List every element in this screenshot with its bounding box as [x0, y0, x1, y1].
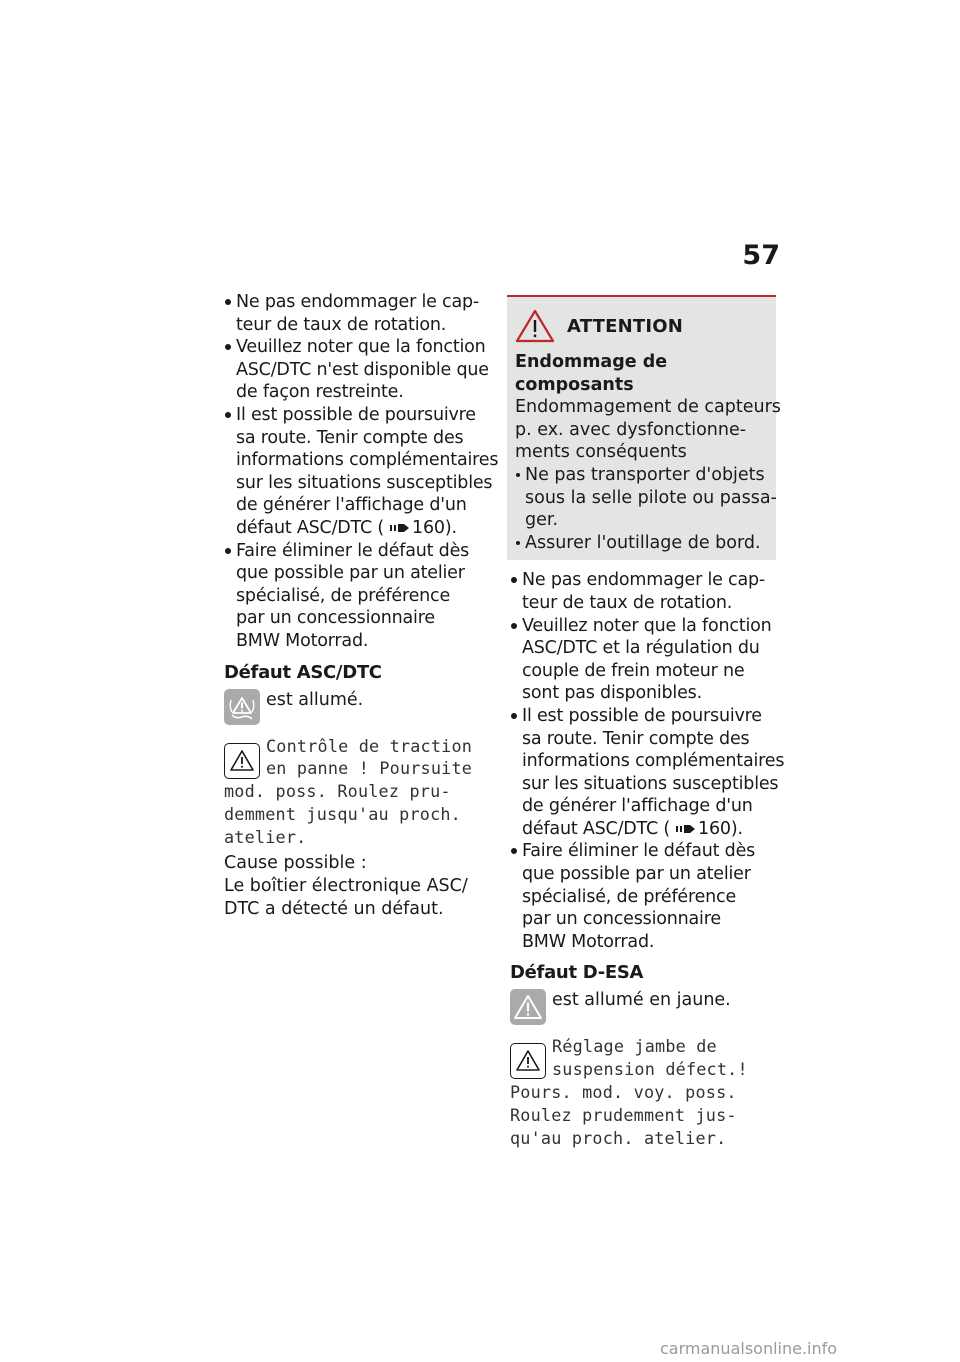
- indicator-text: est allumé.: [266, 689, 364, 710]
- indicator-row: [224, 689, 494, 725]
- right-bullet-list: [510, 569, 785, 953]
- list-item: Il est possible de poursuivre sa route. Tenir compte des informations complémentaires sur les situations susceptibles de générer l'affichage d'un défaut ASC/DTC ( 160).: [224, 404, 494, 540]
- watermark-footer: carmanualsonline.info: [660, 1339, 838, 1358]
- display-message-text: Contrôle de traction en panne ! Poursuite mod. poss. Roulez pru- demment jusqu'au proch. atelier.: [224, 735, 473, 847]
- page-number: 57: [742, 240, 780, 271]
- page-reference[interactable]: défaut ASC/DTC ( 160).: [522, 818, 743, 839]
- warning-triangle-icon: [224, 743, 260, 779]
- list-item: Faire éliminer le défaut dès que possible par un atelier spécialisé, de préférence par un concessionnaire BMW Motorrad.: [224, 540, 494, 653]
- page-reference[interactable]: défaut ASC/DTC ( 160).: [236, 517, 457, 538]
- attention-header: [515, 309, 768, 343]
- list-item: Ne pas transporter d'objets sous la selle pilote ou passa- ger.: [515, 464, 768, 532]
- attention-title: ATTENTION: [567, 315, 684, 337]
- display-message-text: Réglage jambe de suspension défect.! Pours. mod. voy. poss. Roulez prudemment jus- qu'au proch. atelier.: [510, 1036, 748, 1148]
- right-column: [510, 295, 785, 1149]
- attention-bullet-list: [515, 464, 777, 554]
- left-bullet-list: [224, 291, 499, 653]
- attention-subtitle: Endommage de composants: [515, 352, 668, 395]
- reference-arrow-icon: [390, 522, 410, 534]
- section-heading: Défaut D-ESA: [510, 962, 644, 984]
- general-warning-icon: [510, 989, 546, 1025]
- list-item: Assurer l'outillage de bord.: [515, 532, 768, 555]
- attention-box: [507, 295, 781, 560]
- stability-control-warning-icon: [224, 689, 260, 725]
- list-item: Ne pas endommager le cap- teur de taux de rotation.: [510, 569, 780, 614]
- list-item: Faire éliminer le défaut dès que possible par un atelier spécialisé, de préférence par un concessionnaire BMW Motorrad.: [510, 840, 780, 953]
- attention-warning-icon: [515, 309, 555, 343]
- list-item: Ne pas endommager le cap- teur de taux de rotation.: [224, 291, 494, 336]
- left-column: [224, 291, 499, 921]
- cause-text: Cause possible : Le boîtier électronique ASC/ DTC a détecté un défaut.: [224, 853, 468, 920]
- reference-arrow-icon: [676, 823, 696, 835]
- warning-triangle-icon: [510, 1043, 546, 1079]
- display-message: [224, 735, 494, 849]
- list-item: Veuillez noter que la fonction ASC/DTC et la régulation du couple de frein moteur ne sont pas disponibles.: [510, 615, 780, 705]
- attention-text: Endommagement de capteurs p. ex. avec dysfonctionne- ments conséquents: [515, 397, 781, 463]
- indicator-row: [510, 989, 780, 1025]
- list-item: Il est possible de poursuivre sa route. Tenir compte des informations complémentaires sur les situations susceptibles de générer l'affichage d'un défaut ASC/DTC ( 160).: [510, 705, 780, 841]
- indicator-text: est allumé en jaune.: [552, 990, 731, 1011]
- section-heading: Défaut ASC/DTC: [224, 661, 382, 683]
- list-item: Veuillez noter que la fonction ASC/DTC n'est disponible que de façon restreinte.: [224, 336, 494, 404]
- display-message: [510, 1035, 780, 1149]
